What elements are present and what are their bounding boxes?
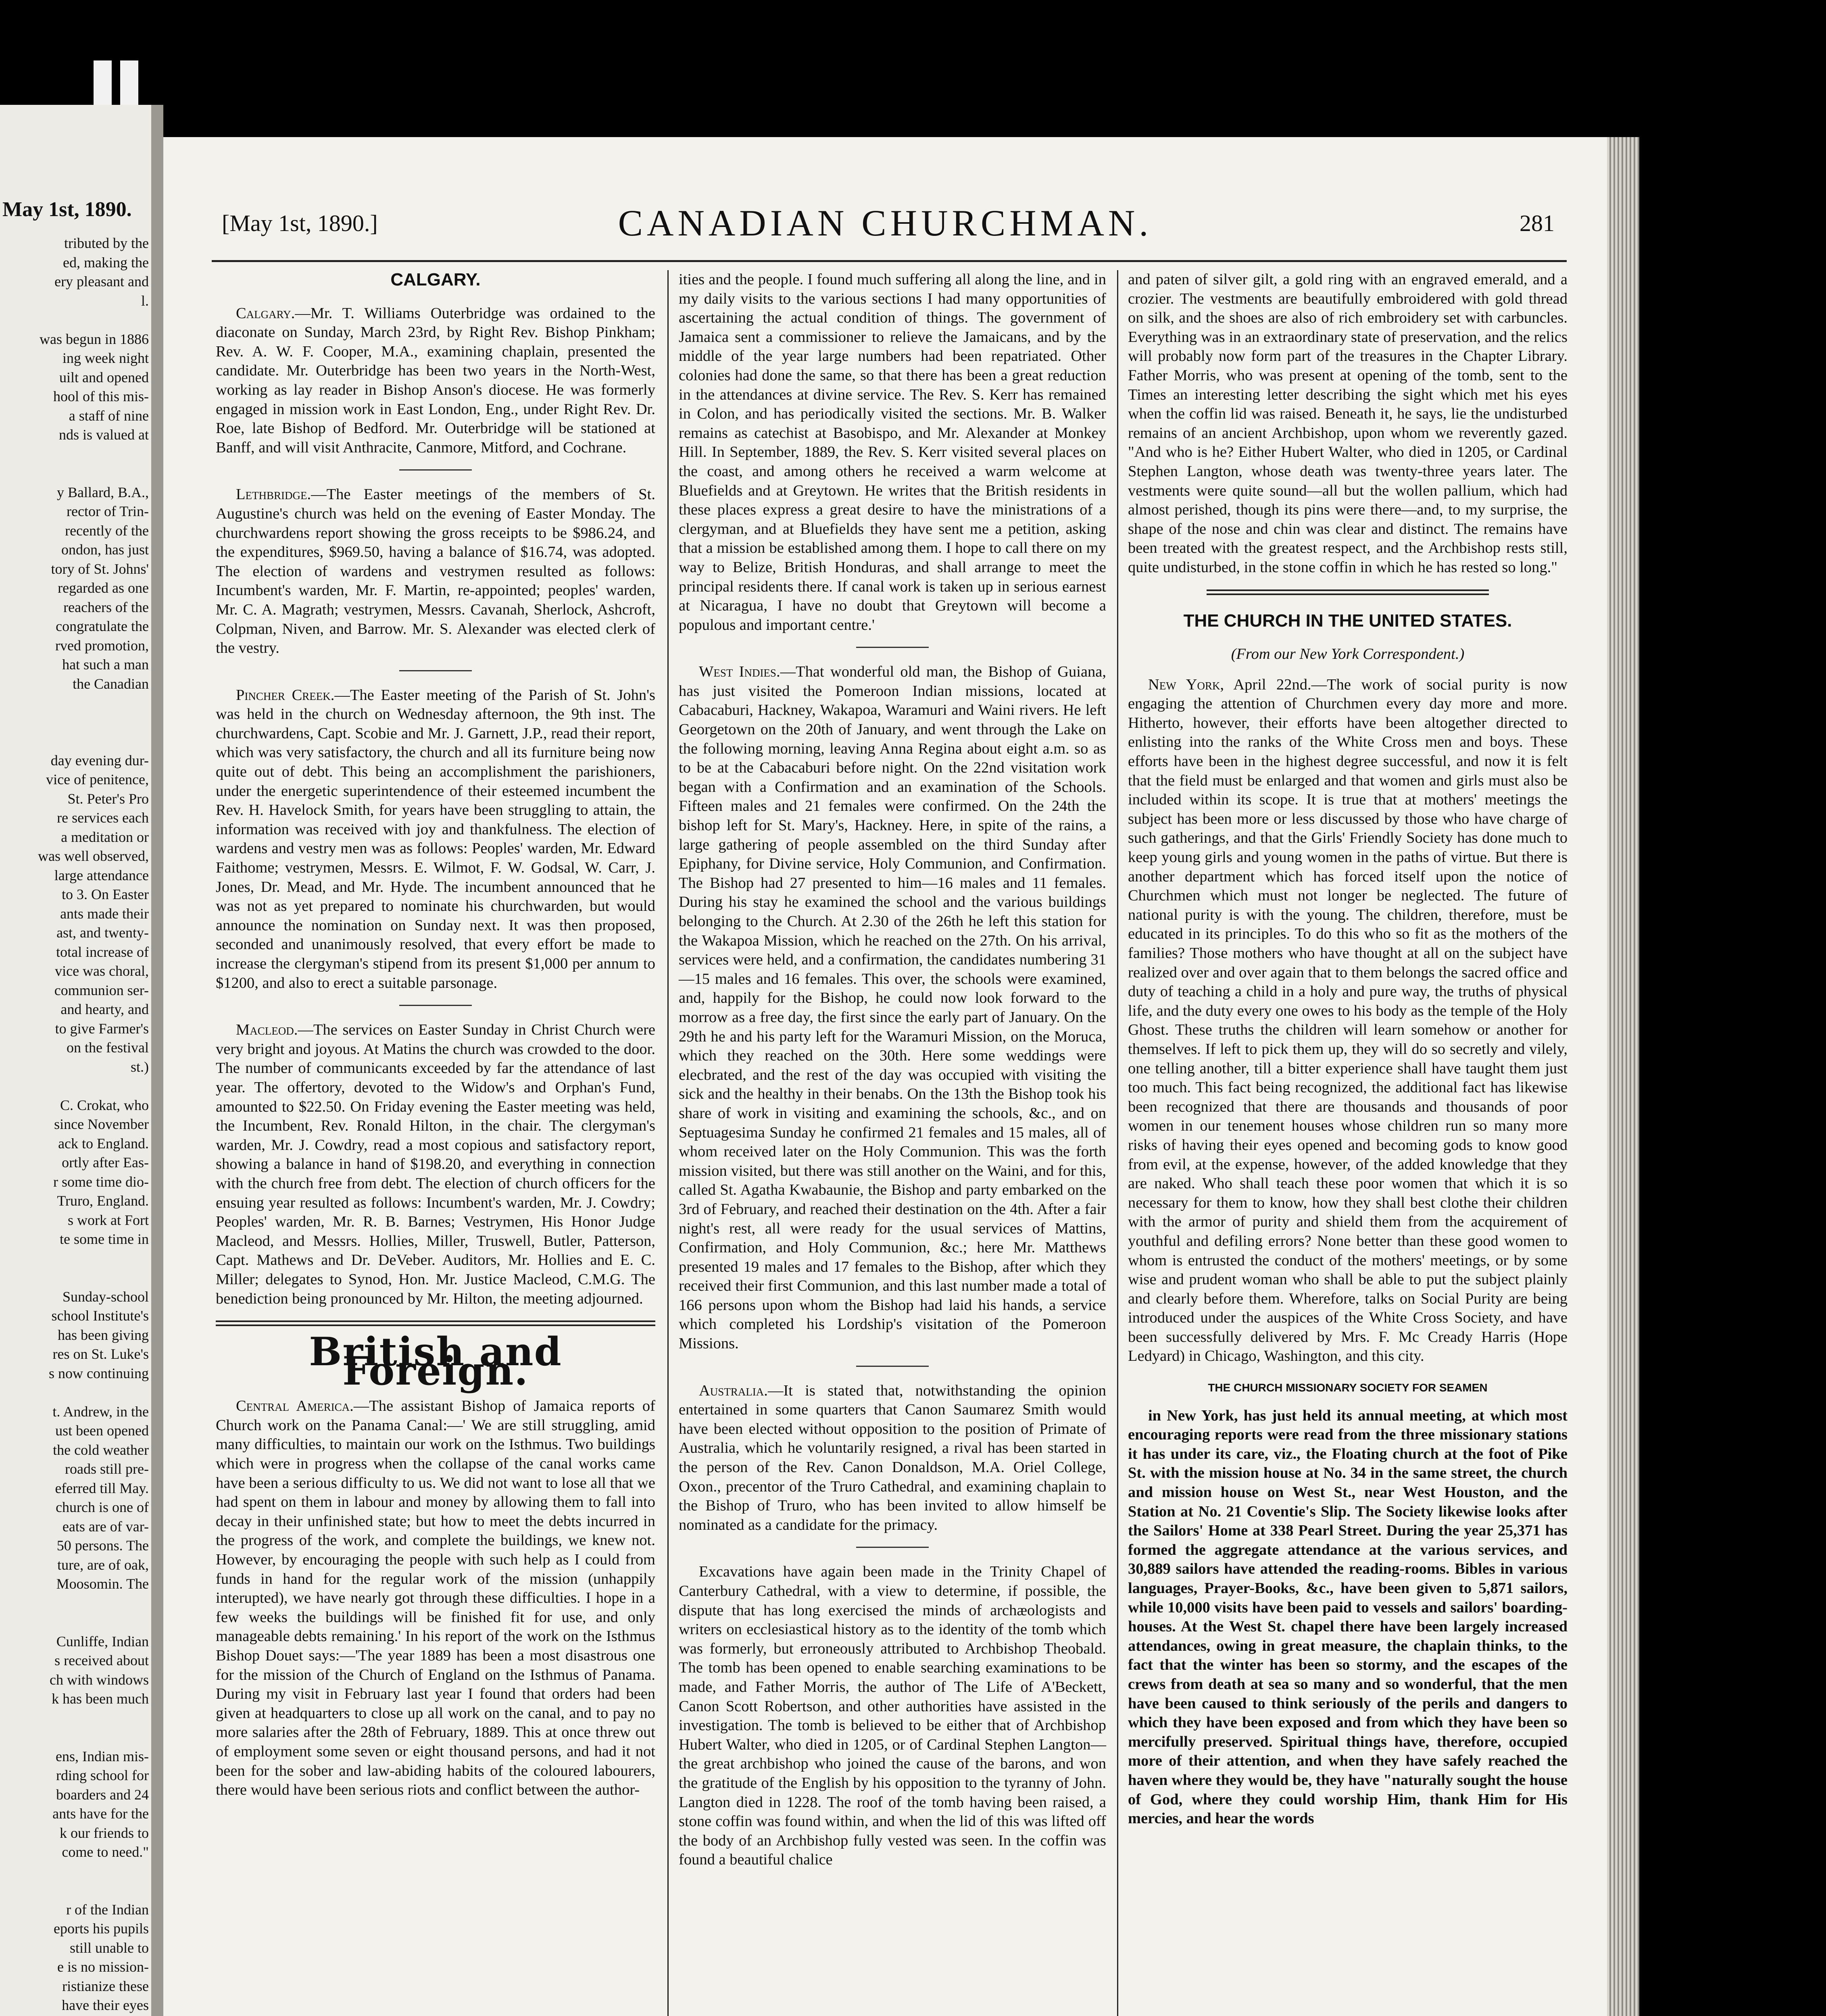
adjacent-page-line [4, 1881, 149, 1900]
adjacent-page-line: roads still pre- [65, 1461, 149, 1477]
adjacent-page-line: rved promotion, [55, 637, 149, 654]
correspondent-subheading: (From our New York Correspondent.) [1231, 646, 1465, 663]
adjacent-page-line: still unable to [70, 1939, 149, 1956]
adjacent-page-line: hool of this mis- [53, 388, 149, 404]
separator [399, 469, 472, 471]
pincher-creek-paragraph: Pincher Creek.—The Easter meeting of the Parish of St. John's was held in the church on Wednesday afternoon, the 9th inst. The churchwardens, Capt. Scobie and Mr. J. Garnett, J.P., read their report, which was very satisfactory, the church and all its furniture being now quite out of debt. This being an accomplishment the parishioners, under the energetic superintendence of their esteemed incumbent the Rev. H. Havelock Smith, for years have been struggling to attain, the information was received with joy and thankfulness. The election of wardens and vestry men was as follows: Peoples' warden, Mr. Edward Faithome; vestrymen, Messrs. E. Wilmot, F. W. Godsal, W. Carr, J. Jones, Dr. Mead, and Mr. Hyde. The incumbent announced that he was not as yet prepared to nominate his churchwarden, but would announce the nomination on Sunday next. It was then proposed, seconded and unanimously resolved, that every effort be made to increase the clergyman's stipend from its present $1,000 per annum to $1200, and also to erect a suitable parsonage. [216, 686, 655, 991]
adjacent-page-line: ust been opened [55, 1422, 149, 1439]
adjacent-page-line: vice of penitence, [46, 771, 149, 787]
adjacent-page-line: ast, and twenty- [56, 925, 149, 941]
adjacent-page-line: large attendance [54, 867, 149, 883]
seamen-society-paragraph: in New York, has just held its annual meeting, at which most encouraging reports were read from the three missionary stations it has under its care, viz., the Floating church at the foot of Pike St. with the mission house at No. 34 in the same street, the church and mission house on West St., near West Houston, and the Station at No. 21 Coventie's Slip. The Society likewise looks after the Sailors' Home at 338 Pearl Street. During the year 25,371 has formed the aggregate attendance at the various services, and 30,889 sailors have attended the reading-rooms. Bibles in various languages, Prayer-Books, &c., have been given to 5,871 sailors, while 10,000 visits have been paid to vessels and sailors' boarding-houses. At the West St. chapel there have been largely increased attendances, owing in great measure, the chaplain thinks, to the fact that the winter has been so stormy, and the escapes of the crews from death at sea so many and so wonderful, that the men have been caused to think seriously of the perils and dangers to which they have been exposed and from which they have been so mercifully preserved. Spiritual things have, therefore, occupied more of their attention, and when they have safely reached the haven where they would be, they have "naturally sought the house of God, where they could worship Him, thank Him for His mercies, and hear the words [1128, 1407, 1568, 1827]
adjacent-page-line: ch with windows [50, 1671, 149, 1688]
lethbridge-paragraph: Lethbridge.—The Easter meetings of the members of St. Augustine's church was held on the evening of Easter Monday. The churchwardens report showing the gross receipts to be $986.24, and the expenditures, $969.50, having a balance of $16.74, was adopted. The election of wardens and vestrymen resulted as follows: Incumbent's warden, Mr. F. Martin, re-appointed; peoples' warden, Mr. C. A. Magrath; vestrymen, Messrs. Cavanah, Sherlock, Ashcroft, Colpman, Niven, and Barrow. Mr. S. Alexander was elected clerk of the vestry. [216, 486, 655, 657]
adjacent-page-line: y Ballard, B.A., [57, 484, 149, 500]
adjacent-page-line [4, 310, 149, 330]
adjacent-page-line [4, 1613, 149, 1632]
adjacent-page-line: st.) [131, 1058, 149, 1075]
adjacent-page-line: ortly after Eas- [62, 1154, 149, 1170]
adjacent-page-line: the cold weather [53, 1441, 149, 1458]
adjacent-page-line: congratulate the [56, 618, 149, 634]
adjacent-page-line: 50 persons. The [56, 1537, 149, 1554]
british-and-foreign-heading: British and Foreign. [309, 1329, 562, 1394]
adjacent-page-line [4, 1709, 149, 1728]
adjacent-page-line: res on St. Luke's [52, 1346, 149, 1362]
adjacent-page-line: e is no mission- [57, 1959, 149, 1975]
page-number: 281 [1520, 210, 1555, 236]
adjacent-page-line: ants have for the [52, 1806, 149, 1822]
adjacent-page-line: have their eyes [62, 1997, 149, 2013]
adjacent-page-line [4, 1383, 149, 1402]
adjacent-page-line [4, 1862, 149, 1881]
adjacent-page-line: r some time dio- [53, 1173, 149, 1190]
adjacent-page-line: r of the Indian [66, 1901, 149, 1918]
adjacent-page-line: has been giving [58, 1327, 149, 1343]
adjacent-page-fragment [0, 105, 151, 2016]
adjacent-page-line: k our friends to [60, 1824, 149, 1841]
adjacent-page-line: ack to England. [58, 1135, 149, 1152]
separator [856, 647, 929, 648]
masthead-date: [May 1st, 1890.] [222, 210, 378, 236]
adjacent-page-line: k has been much [52, 1691, 149, 1707]
adjacent-page-line: Sunday-school [63, 1288, 149, 1305]
adjacent-page-line: s work at Fort [68, 1212, 149, 1228]
adjacent-page-line: uilt and opened [59, 369, 149, 385]
newspaper-page [163, 137, 1607, 2016]
new-york-paragraph: New York, April 22nd.—The work of social purity is now engaging the attention of Churchmen every day more and more. Hitherto, however, their efforts have been altogether directed to enlisting into the ranks of the White Cross men and boys. These efforts have been in the highest degree successful, and now it is felt that the field must be enlarged and that women and girls must also be included within its scope. It is true that at mothers' meetings the subject has been more or less discussed by those who have charge of such gatherings, and that the Girls' Friendly Society has done much to keep young girls and young women in the paths of virtue. But there is another department which has forced itself upon the notice of Churchmen which must not longer be neglected. The future of national purity is with the young. The children, therefore, must be educated in its principles. To do this who so fit as the mothers of the families? Those mothers who have thought at all on the subject have realized over and over again that to them belongs the sacred office and duty of teaching a child in a holy and pure way, the truths of physical life, and the duty every one owes to his body as the temple of the Holy Ghost. These truths the children will learn somehow or another for themselves. If left to pick them up, they will do so secretly and vilely, one telling another, till a bitter experience shall have taught them just too much. This fact being recognized, the additional fact has likewise been recognized that there are thousands and thousands of poor women in our tenement houses whose children run so many more risks of having their eyes opened and becoming gods to know good from evil, at the expense, however, of the added knowledge that they are naked. Who shall teach these poor women that which it is so necessary for them to know, how they shall best clothe their children with the armor of purity and shield them from the acquirement of youthful and defiling errors? None better than these good women to whom is entrusted the conduct of the mothers' meetings, or by some wise and prudent woman who shall be able to put the subject plainly and clearly before them. Wherefore, talks on Social Purity are being introduced under the auspices of the White Cross Society, and have been successfully delivered by Mrs. F. Mc Cready Harris (Hope Ledyard) in Chicago, Washington, and this city. [1128, 676, 1568, 1365]
separator [399, 1005, 472, 1006]
column-rule-2 [1117, 270, 1118, 2016]
adjacent-page-line: to give Farmer's [55, 1020, 149, 1037]
adjacent-page-line: nds is valued at [59, 427, 149, 443]
adjacent-page-line: eports his pupils [53, 1920, 149, 1937]
masthead-title: CANADIAN CHURCHMAN. [618, 202, 1153, 244]
adjacent-page-line: reachers of the [63, 599, 149, 615]
adjacent-page-line: eats are of var- [62, 1518, 149, 1535]
adjacent-page-line: day evening dur- [50, 752, 149, 768]
separator [856, 1547, 929, 1548]
adjacent-page-line [4, 713, 149, 732]
adjacent-page-line: Moosomin. The [56, 1576, 149, 1592]
adjacent-page-line: t. Andrew, in the [52, 1403, 149, 1420]
adjacent-page-line: a meditation or [61, 829, 149, 845]
separator [856, 1366, 929, 1367]
australia-paragraph: Australia.—It is stated that, notwithstanding the opinion entertained in some quarters that Canon Saumarez Smith would have been elected without opposition to the position of Primate of Australia, which he voluntarily resigned, a rival has been started in the person of the Rev. Canon Donaldson, M.A. Oriel College, Oxon., precentor of the Truro Cathedral, and examining chaplain to the Bishop of Truro, who has been invited to allow himself be nominated as a candidate for the primacy. [679, 1382, 1106, 1533]
adjacent-page-line: total increase of [56, 943, 149, 960]
adjacent-page-line: recently of the [65, 522, 149, 539]
adjacent-page-line [4, 1268, 149, 1287]
adjacent-page-line: tory of St. Johns' [51, 560, 149, 577]
adjacent-page-line: te some time in [60, 1231, 149, 1247]
column-2 [679, 270, 1106, 1882]
adjacent-page-line: l. [141, 292, 149, 309]
column-rule-1 [667, 270, 669, 2016]
masthead-rule [212, 260, 1567, 262]
adjacent-page-line: tributed by the [64, 235, 149, 251]
adjacent-page-line: vice was choral, [55, 963, 149, 979]
adjacent-page-line: Truro, England. [57, 1193, 149, 1209]
adjacent-page-line: ens, Indian mis- [56, 1748, 149, 1764]
adjacent-page-line: C. Crokat, who [60, 1097, 149, 1113]
adjacent-page-line [4, 464, 149, 483]
separator [399, 670, 472, 671]
adjacent-page-line [4, 694, 149, 713]
adjacent-page-line: and hearty, and [60, 1001, 149, 1017]
adjacent-page-line: Cunliffe, Indian [56, 1633, 149, 1649]
adjacent-page-line: church is one of [56, 1499, 149, 1515]
adjacent-page-line: come to need." [62, 1844, 149, 1860]
church-in-united-states-heading: THE CHURCH IN THE UNITED STATES. [1183, 610, 1512, 631]
adjacent-page-line: boarders and 24 [56, 1786, 149, 1803]
adjacent-page-text [4, 234, 149, 2016]
canterbury-continued-paragraph: and paten of silver gilt, a gold ring with an engraved emerald, and a crozier. The vestments are beautifully embroidered with gold thread on silk, and the shoes are also of rich embroidery set with carbuncles. Everything was in an extraordinary state of preservation, and the relics will probably now form part of the treasures in the Chapter Library. Father Morris, who was present at opening of the tomb, sent to the Times an interesting letter describing the sight which met his eyes when the coffin lid was raised. Beneath it, he says, lie the undisturbed remains of an ancient Archbishop, upon whom we reverently gazed. "And who is he? Either Hubert Walter, who died in 1205, or Cardinal Stephen Langton, whose death was twenty-three years later. The vestments were quite sound—all but the wollen pallium, which had almost perished, though its pins were there—and, to my surprise, the shape of the nose and chin was clear and distinct. The remains have been treated with the greatest respect, and the Archbishop rests still, quite undisturbed, in the stone coffin in which he has rested so long." [1128, 271, 1568, 576]
adjacent-page-line: to 3. On Easter [62, 886, 149, 902]
column-1 [216, 270, 655, 1812]
column-3 [1128, 270, 1568, 1841]
panama-continued-paragraph: ities and the people. I found much suffering all along the line, and in my daily visits to the various sections I had many opportunities of ascertaining the actual condition of things. The government of Jamaica sent a commissioner to relieve the Jamaicans, and by the middle of the year large numbers had been repatriated. Other colonies had done the same, so that there has been a great reduction in the attendances at divine service. The Rev. S. Kerr has remained in Colon, and has periodically visited the sections. Mr. B. Walker remains as catechist at Basobispo, and Mr. Alexander at Monkey Hill. In September, 1889, the Rev. S. Kerr visited several places on the coast, and among others he received a warm welcome at Bluefields and at Greytown. He writes that the British residents in these places express a great desire to have the ministrations of a clergyman, and at Bluefields they have sent me a petition, asking that a mission be established among them. I hope to call there on my way to Belize, British Honduras, and shall arrange to meet the principal residents there. If canal work is taken up in serious earnest at Nicaragua, I have no doubt that Greytown will become a populous and important centre.' [679, 271, 1106, 633]
adjacent-page-line: the Canadian [73, 675, 149, 692]
adjacent-page-line [4, 1249, 149, 1268]
adjacent-page-line: hat such a man [62, 656, 149, 673]
adjacent-page-line: ing week night [63, 350, 149, 366]
adjacent-page-line: ed, making the [63, 254, 149, 271]
page-gutter [151, 105, 163, 2016]
adjacent-page-line: ants made their [60, 905, 149, 922]
adjacent-page-line: ery pleasant and [54, 273, 149, 289]
adjacent-page-line: was well observed, [38, 848, 149, 864]
calgary-heading: CALGARY. [390, 270, 481, 289]
adjacent-page-line [4, 1077, 149, 1096]
adjacent-page-line: regarded as one [58, 580, 149, 596]
adjacent-page-header: May 1st, 1890. [2, 198, 132, 221]
seamen-society-heading: THE CHURCH MISSIONARY SOCIETY FOR SEAMEN [1208, 1381, 1488, 1394]
adjacent-page-line: eferred till May. [55, 1480, 149, 1496]
page-edge [1607, 137, 1639, 2016]
adjacent-page-line [4, 732, 149, 751]
calgary-paragraph: Calgary.—Mr. T. Williams Outerbridge was ordained to the diaconate on Sunday, March 23rd, by Right Rev. Bishop Pinkham; Rev. A. W. F. Cooper, M.A., examining chaplain, presented the candidate. Mr. Outerbridge has been two years in the North-West, working as lay reader in Bishop Anson's diocese. He was formerly engaged in mission work in East London, Eng., under Right Rev. Dr. Roe, late Bishop of Bedford. Mr. Outerbridge will be stationed at Banff, and will visit Anthracite, Canmore, Mitford, and Cochrane. [216, 304, 655, 456]
adjacent-page-line: re services each [57, 810, 149, 826]
adjacent-page-line: rding school for [56, 1767, 149, 1783]
section-double-rule [1207, 589, 1489, 595]
macleod-paragraph: Macleod.—The services on Easter Sunday in Christ Church were very bright and joyous. At Matins the church was crowded to the door. The number of communicants exceeded by far the attendance of last year. The offertory, devoted to the Widow's and Orphan's Fund, amounted to $22.50. On Friday evening the Easter meeting was held, the Incumbent, Rev. Ronald Hilton, in the chair. The clergyman's warden, Mr. J. Cowdry, read a most copious and satisfactory report, showing a balance in hand of $198.20, and everything in connection with the church free from debt. The election of church officers for the ensuing year resulted as follows: Incumbent's warden, Mr. J. Cowdry; Peoples' warden, Mr. R. B. Barnes; Vestrymen, His Honor Judge Macleod, and Messrs. Hollies, Miller, Truswell, Butler, Patterson, Capt. Mathews and Dr. DeVeber. Auditors, Mr. Hollies and E. C. Miller; delegates to Synod, Hon. Mr. Justice Macleod, C.M.G. The benediction being pronounced by Mr. Hilton, the meeting adjourned. [216, 1021, 655, 1307]
canterbury-paragraph: Excavations have again been made in the Trinity Chapel of Canterbury Cathedral, with a view to determine, if possible, the dispute that has long exercised the minds of archæologists and writers on ecclesiastical history as to the identity of the tomb which was formerly, but erroneously attributed to Archbishop Theobald. The tomb has been opened to enable searching examinations to be made, and Father Morris, the author of The Life of A'Beckett, Canon Scott Robertson, and other authorities have assisted in the investigation. The tomb is believed to be either that of Archbishop Hubert Walter, who died in 1205, or of Cardinal Stephen Langton—the great archbishop who joined the cause of the barons, and won the gratitude of the English by his opposition to the tyranny of John. Langton died in 1228. The roof of the tomb having been raised, a stone coffin was found within, and when the lid of this was lifted off the body of an Archbishop fully vested was seen. In the coffin was found a beautiful chalice [679, 1563, 1106, 1868]
adjacent-page-line [4, 445, 149, 464]
adjacent-page-line: communion ser- [54, 982, 149, 998]
adjacent-page-line: school Institute's [51, 1308, 149, 1324]
adjacent-page-line: St. Peter's Pro [67, 790, 149, 807]
masthead [163, 202, 1607, 250]
adjacent-page-line: was begun in 1886 [40, 331, 149, 347]
central-america-paragraph: Central America.—The assistant Bishop of Jamaica reports of Church work on the Panama Canal:—' We are still struggling, amid many difficulties, to maintain our work on the Isthmus. Two buildings which were in progress when the collapse of the canal works came have been a serious difficulty to us. We did not want to lose all that we had spent on them in labour and money by allowing them to fall into decay in their unfinished state; but how to meet the debts incurred in the progress of the work, and complete the buildings, we knew not. However, by encouraging the people with such help as I could from funds in hand for the regular work of the mission (unhappily interupted), we have nearly got through these difficulties. I hope in a few weeks the buildings will be finished fit for use, and only manageable debts remaining.' In his report of the work on the Isthmus Bishop Douet says:—'The year 1889 has been a most disastrous one for the mission of the Church of England on the Isthmus of Panama. During my visit in February last year I found that orders had been given at headquarters to close up all work on the canal, and to pay no more salaries after the 28th of February, 1889. This at once threw out of employment some seven or eight thousand persons, and had it not been for the sober and law-abiding habits of the coloured labourers, there would have been serious riots and conflict between the author- [216, 1397, 655, 1799]
adjacent-page-line: ondon, has just [61, 541, 149, 558]
adjacent-page-line: since November [54, 1116, 149, 1132]
adjacent-page-line: s now continuing [49, 1365, 149, 1381]
section-double-rule [216, 1320, 655, 1326]
west-indies-paragraph: West Indies.—That wonderful old man, the Bishop of Guiana, has just visited the Pomeroon Indian missions, located at Cabacaburi, Hackney, Wakapoa, Waramuri and Waini rivers. He left Georgetown on the 20th of January, and went through the Lake on the following morning, leaving Anna Regina about eight a.m. so as to be at the Cabacaburi before night. On the 22nd visitation work began with a Confirmation and an examination of the Schools. Fifteen males and 21 females were confirmed. On the 24th the bishop left for St. Mary's, Hackney. Here, in spite of the rains, a large gathering of people assembled on the third Sunday after Epiphany, for Divine service, Holy Communion, and Confirmation. The Bishop had 27 presented to him—16 males and 11 females. During his stay he examined the school and the various buildings belonging to the Church. At 2.30 of the 26th he left this station for the Wakapoa Mission, which he reached on the 27th. On his arrival, services were held, and a confirmation, the candidates numbering 31—15 males and 16 females. This over, the schools were examined, and, happily for the Bishop, he could now look forward to the morrow as a free day, the first since the early part of January. On the 29th he and his party left for the Waramuri Mission, on the Moruca, which they reached on the 30th. Here some weddings were elecbrated, and the rest of the day was occupied with visiting the sick and the healthy in their benabs. On the 13th the Bishop took his share of work in visiting and examining the schools, &c., and on Septuagesima Sunday he confirmed 21 females and 15 males, all of whom received later on the Holy Communion. This was the forth mission visited, but there was still another on the Waini, and for this, called St. Agatha Kwabaunie, the Bishop and party embarked on the 3rd of February, and reached their destination on the 4th. After a fair night's rest, all were ready for the usual services of Mattins, Confirmation, and Holy Communion, &c.; here Mr. Matthews presented 19 males and 17 females to the Bishop, after which they received their first Communion, and this last number made a total of 166 persons upon whom the Bishop had laid his hands, a service which completed his Lordship's visitation of the Pomeroon Missions. [679, 663, 1106, 1352]
adjacent-page-line: a staff of nine [69, 407, 149, 424]
adjacent-page-line: rector of Trin- [67, 503, 149, 519]
adjacent-page-line [4, 1594, 149, 1613]
adjacent-page-line: on the festival [67, 1039, 149, 1056]
adjacent-page-line: ristianize these [62, 1978, 149, 1994]
adjacent-page-line [4, 1728, 149, 1747]
adjacent-page-line: ture, are of oak, [57, 1556, 149, 1573]
adjacent-page-line: s received about [54, 1652, 149, 1668]
